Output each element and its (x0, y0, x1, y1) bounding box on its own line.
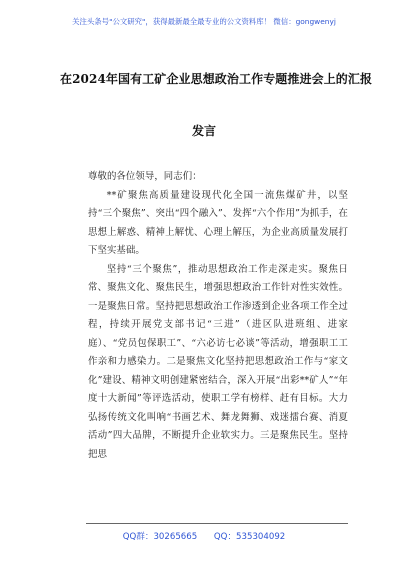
document-body (88, 168, 348, 464)
salutation: 尊敬的各位领导，同志们： (88, 171, 202, 182)
paragraph-intro: **矿聚焦高质量建设现代化全国一流焦煤矿井，以坚持“三个聚焦”、突出“四个融入”、发挥“六个作用”为抓手，在思想上解惑、精神上解忧、心理上解压，为企业高质量发展打下坚实基础。 (88, 189, 348, 256)
footer-divider (86, 523, 348, 524)
paragraph-three-focuses: 坚持“三个聚焦”，推动思想政治工作走深走实。聚焦日常、聚焦文化、聚焦民生，增强思想政治工作针对性实效性。一是聚焦日常。坚持把思想政治工作渗透到企业各项工作全过程，持续开展党支部书记“三进”（进区队进班组、进家庭）、“党员包保职工”、“六必访七必谈”等活动，增强职工工作亲和力感染力。二是聚焦文化坚持把思想政治工作与“家文化”建设、精神文明创建紧密结合，深入开展“出彩**矿人”“年度十大新闻”等评选活动，使职工学有榜样、赶有目标。大力弘扬传统文化叫响“书画艺术、舞龙舞狮、戏迷擂台赛、消夏活动”四大品牌，不断提升企业软实力。三是聚焦民生。坚持把思 (88, 263, 348, 460)
promo-header: 关注头条号"公文研究"，获得最新最全最专业的公文资料库！ 微信：gongwenyj (72, 17, 336, 26)
footer-contact: QQ群：30265665 QQ：535304092 (122, 532, 286, 542)
document-title: 在2024年国有工矿企业思想政治工作专题推进会上的汇报 (60, 72, 373, 86)
document-title-continuation: 发言 (191, 124, 216, 138)
